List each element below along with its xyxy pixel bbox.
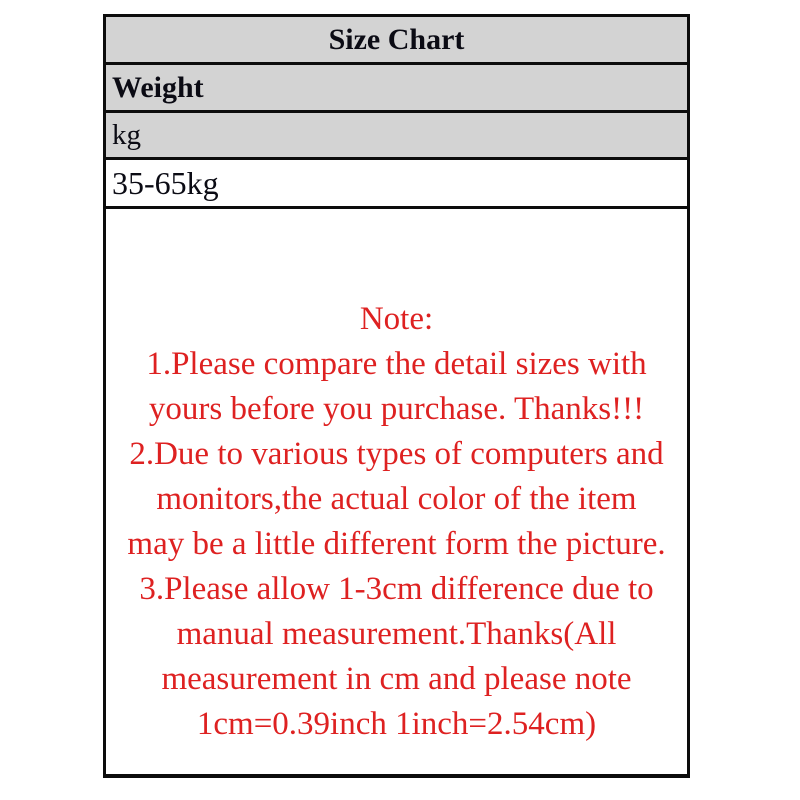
note-line: monitors,the actual color of the item <box>156 480 637 517</box>
note-heading: Note: <box>359 300 434 337</box>
table-title-row <box>106 17 687 65</box>
table-title: Size Chart <box>328 22 465 56</box>
note-section <box>106 209 687 774</box>
note-line: may be a little different form the picture. <box>127 525 666 562</box>
weight-header-label: Weight <box>112 70 204 104</box>
size-chart-table <box>103 14 690 778</box>
note-text-block <box>106 297 687 747</box>
unit-label: kg <box>112 118 141 151</box>
table-row-weight <box>106 65 687 113</box>
note-line: 1.Please compare the detail sizes with <box>146 345 647 382</box>
note-line: 1cm=0.39inch 1inch=2.54cm) <box>196 705 597 742</box>
note-line: yours before you purchase. Thanks!!! <box>148 390 645 427</box>
note-line: 2.Due to various types of computers and <box>129 435 664 472</box>
weight-range-value: 35-65kg <box>112 164 219 201</box>
table-row-value <box>106 160 687 209</box>
note-line: measurement in cm and please note <box>161 660 632 697</box>
note-line: manual measurement.Thanks(All <box>176 615 617 652</box>
table-row-unit <box>106 113 687 160</box>
note-line: 3.Please allow 1-3cm difference due to <box>139 570 654 607</box>
